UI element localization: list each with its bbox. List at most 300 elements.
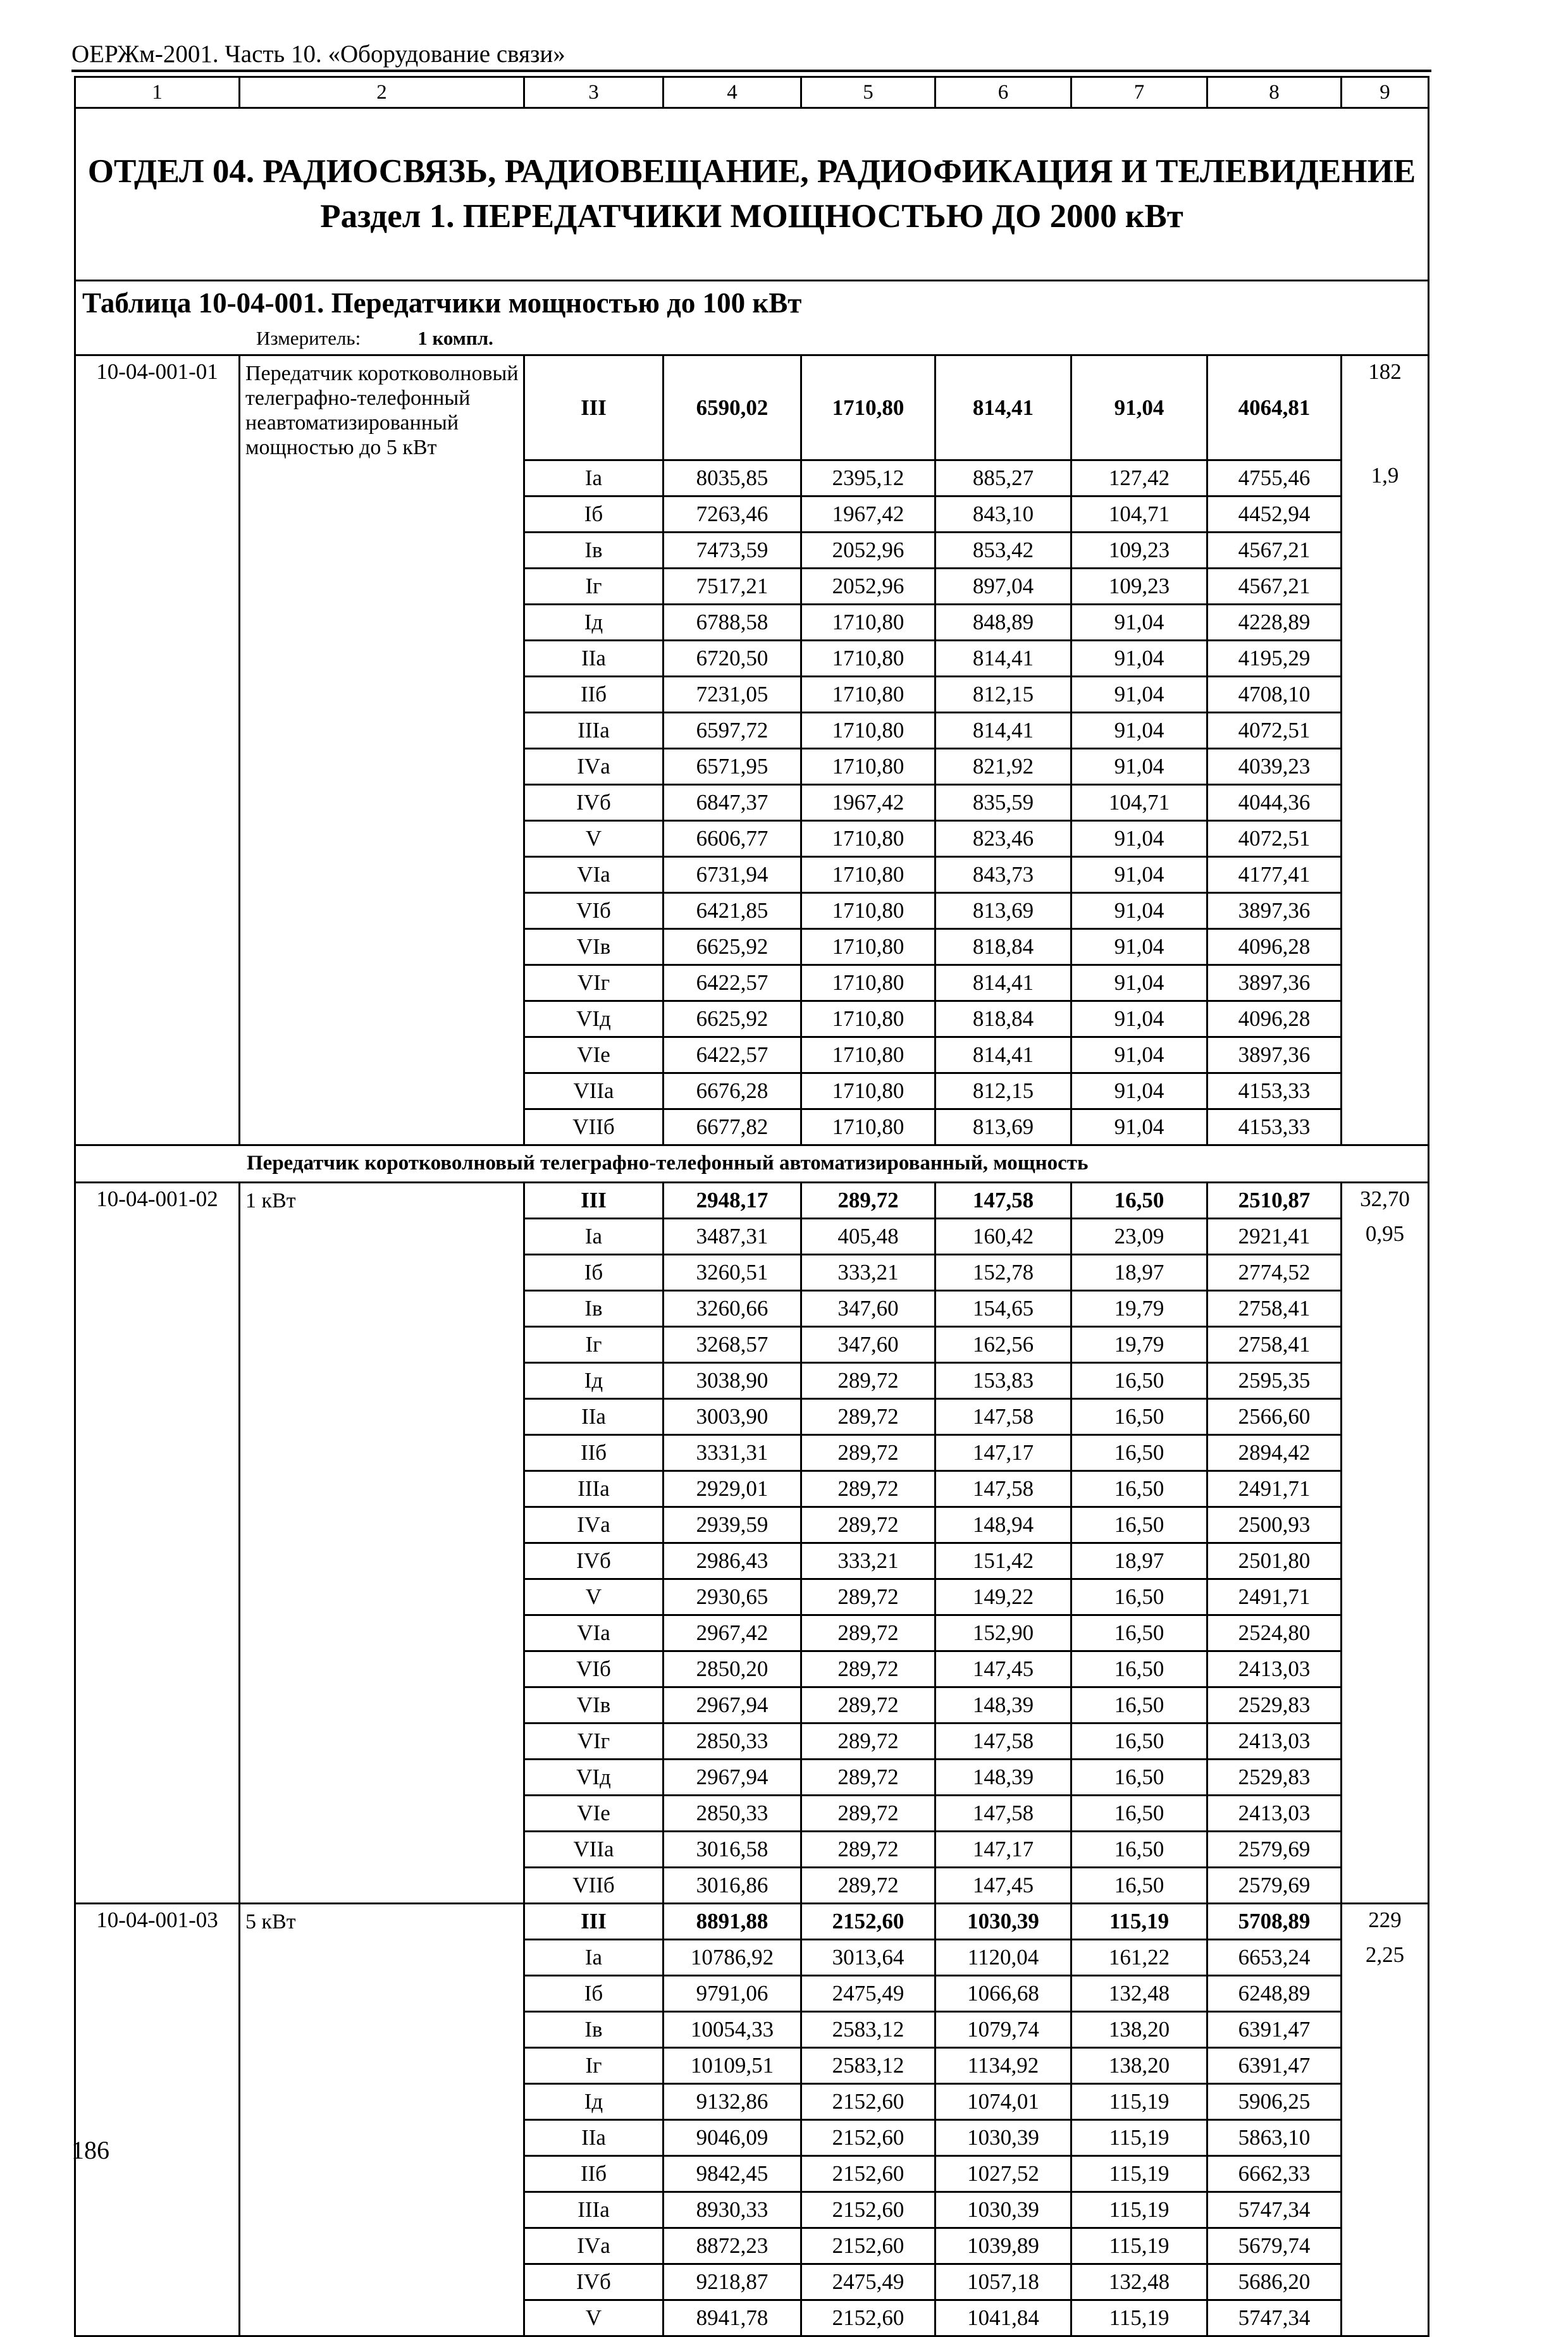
value-cell: 6606,77: [664, 820, 801, 856]
value-cell: 16,50: [1071, 1615, 1207, 1651]
value-cell: 6677,82: [664, 1109, 801, 1145]
zone-cell: VIе: [524, 1795, 664, 1831]
value-cell: 147,58: [935, 1795, 1071, 1831]
name-cell: [240, 1362, 524, 1398]
table-title: Таблица 10-04-001. Передатчики мощностью до 100 кВт: [82, 287, 802, 319]
value-cell: 7517,21: [664, 568, 801, 604]
value-cell: 91,04: [1071, 928, 1207, 965]
code-cell: [75, 1218, 240, 1254]
header-rule: [71, 70, 1431, 72]
extra-cell: [1342, 1543, 1429, 1579]
subheading-row: [75, 1145, 1429, 1182]
table-row: [75, 1759, 1429, 1795]
extra-cell: [1342, 676, 1429, 712]
value-cell: 16,50: [1071, 1867, 1207, 1903]
name-cell: [240, 1182, 524, 1218]
value-cell: 16,50: [1071, 1687, 1207, 1723]
code-cell: [75, 1326, 240, 1362]
table-row: [75, 2155, 1429, 2192]
code-cell: [75, 2192, 240, 2228]
value-cell: 91,04: [1071, 676, 1207, 712]
extra-cell: [1342, 2047, 1429, 2083]
value-cell: 91,04: [1071, 355, 1207, 460]
value-cell: 289,72: [801, 1651, 935, 1687]
value-cell: 1710,80: [801, 1037, 935, 1073]
value-cell: 16,50: [1071, 1579, 1207, 1615]
value-cell: 2894,42: [1207, 1434, 1342, 1471]
zone-cell: Iв: [524, 2011, 664, 2047]
value-cell: 1710,80: [801, 856, 935, 892]
zone-cell: VIб: [524, 892, 664, 928]
value-cell: 104,71: [1071, 784, 1207, 820]
value-cell: 8035,85: [664, 460, 801, 496]
value-cell: 843,10: [935, 496, 1071, 532]
value-cell: 2579,69: [1207, 1831, 1342, 1867]
zone-cell: IIIа: [524, 2192, 664, 2228]
name-cell: [240, 748, 524, 784]
name-cell: [240, 1903, 524, 1939]
value-cell: 1710,80: [801, 640, 935, 676]
value-cell: 6597,72: [664, 712, 801, 748]
name-cell: [240, 676, 524, 712]
extra-cell: [1342, 748, 1429, 784]
value-cell: 4708,10: [1207, 676, 1342, 712]
name-cell: [240, 2155, 524, 2192]
code-cell: [75, 460, 240, 496]
name-cell: [240, 1073, 524, 1109]
value-cell: 1710,80: [801, 892, 935, 928]
value-cell: 16,50: [1071, 1723, 1207, 1759]
zone-cell: Iв: [524, 1290, 664, 1326]
title-cell: [75, 108, 1429, 281]
name-cell: [240, 1723, 524, 1759]
value-cell: 3331,31: [664, 1434, 801, 1471]
value-cell: 91,04: [1071, 1001, 1207, 1037]
zone-cell: VIв: [524, 1687, 664, 1723]
value-cell: 2758,41: [1207, 1326, 1342, 1362]
name-cell: [240, 2192, 524, 2228]
value-cell: 1967,42: [801, 496, 935, 532]
value-cell: 1079,74: [935, 2011, 1071, 2047]
value-cell: 8872,23: [664, 2228, 801, 2264]
value-cell: 115,19: [1071, 2192, 1207, 2228]
value-cell: 23,09: [1071, 1218, 1207, 1254]
value-cell: 843,73: [935, 856, 1071, 892]
zone-cell: VIв: [524, 928, 664, 965]
value-cell: 2529,83: [1207, 1687, 1342, 1723]
code-cell: [75, 1651, 240, 1687]
zone-cell: VIIб: [524, 1867, 664, 1903]
zone-cell: Iб: [524, 1254, 664, 1290]
value-cell: 289,72: [801, 1579, 935, 1615]
table-row: [75, 1471, 1429, 1507]
value-cell: 109,23: [1071, 568, 1207, 604]
value-cell: 3897,36: [1207, 1037, 1342, 1073]
value-cell: 2510,87: [1207, 1182, 1342, 1218]
value-cell: 152,78: [935, 1254, 1071, 1290]
code-cell: [75, 1831, 240, 1867]
name-cell: [240, 1398, 524, 1434]
value-cell: 4096,28: [1207, 1001, 1342, 1037]
table-row: [75, 1073, 1429, 1109]
code-cell: [75, 784, 240, 820]
code-cell: [75, 856, 240, 892]
zone-cell: Iа: [524, 460, 664, 496]
value-cell: 104,71: [1071, 496, 1207, 532]
value-cell: 1710,80: [801, 1109, 935, 1145]
value-cell: 2939,59: [664, 1507, 801, 1543]
zone-cell: VIг: [524, 1723, 664, 1759]
value-cell: 4177,41: [1207, 856, 1342, 892]
value-cell: 1134,92: [935, 2047, 1071, 2083]
value-cell: 812,15: [935, 676, 1071, 712]
value-cell: 6625,92: [664, 928, 801, 965]
value-cell: 5747,34: [1207, 2192, 1342, 2228]
code-cell: [75, 2228, 240, 2264]
zone-cell: IIIа: [524, 712, 664, 748]
name-cell: [240, 1471, 524, 1507]
code-cell: [75, 1723, 240, 1759]
value-cell: 835,59: [935, 784, 1071, 820]
name-cell: [240, 784, 524, 820]
value-cell: 289,72: [801, 1398, 935, 1434]
value-cell: 10786,92: [664, 1939, 801, 1975]
column-number: 1: [75, 77, 240, 108]
column-number: 8: [1207, 77, 1342, 108]
code-cell: [75, 604, 240, 640]
name-cell: [240, 1687, 524, 1723]
extra-cell: [1342, 1579, 1429, 1615]
value-cell: 18,97: [1071, 1254, 1207, 1290]
table-row: [75, 1939, 1429, 1975]
value-cell: 5708,89: [1207, 1903, 1342, 1939]
value-cell: 2948,17: [664, 1182, 801, 1218]
code-cell: [75, 1398, 240, 1434]
name-cell: [240, 2011, 524, 2047]
section-title: Раздел 1. ПЕРЕДАТЧИКИ МОЩНОСТЬЮ ДО 2000 кВт: [320, 198, 1183, 235]
value-cell: 115,19: [1071, 1903, 1207, 1939]
value-cell: 7231,05: [664, 676, 801, 712]
value-cell: 8941,78: [664, 2300, 801, 2336]
value-cell: 147,45: [935, 1651, 1071, 1687]
extra-cell: [1342, 1507, 1429, 1543]
column-number: 9: [1342, 77, 1429, 108]
value-cell: 814,41: [935, 712, 1071, 748]
name-cell: [240, 1434, 524, 1471]
value-cell: 2967,94: [664, 1687, 801, 1723]
table-row: [75, 2228, 1429, 2264]
value-cell: 91,04: [1071, 892, 1207, 928]
value-cell: 853,42: [935, 532, 1071, 568]
value-cell: 6391,47: [1207, 2011, 1342, 2047]
code-cell: [75, 2083, 240, 2119]
value-cell: 2413,03: [1207, 1723, 1342, 1759]
extra-cell: [1342, 1254, 1429, 1290]
name-cell: [240, 965, 524, 1001]
column-number-row: [75, 77, 1429, 108]
value-cell: 3897,36: [1207, 892, 1342, 928]
zone-cell: Iа: [524, 1218, 664, 1254]
code-cell: [75, 1434, 240, 1471]
value-cell: 2850,20: [664, 1651, 801, 1687]
value-cell: 147,17: [935, 1434, 1071, 1471]
value-cell: 91,04: [1071, 604, 1207, 640]
value-cell: 6847,37: [664, 784, 801, 820]
name-cell: [240, 2047, 524, 2083]
table-row: [75, 712, 1429, 748]
value-cell: 138,20: [1071, 2011, 1207, 2047]
value-cell: 4096,28: [1207, 928, 1342, 965]
extra-cell: [1342, 532, 1429, 568]
code-cell: [75, 712, 240, 748]
extra-cell: 1,9: [1342, 460, 1429, 496]
extra-cell: [1342, 1687, 1429, 1723]
zone-cell: Iб: [524, 496, 664, 532]
name-cell: [240, 1831, 524, 1867]
table-row: [75, 2119, 1429, 2155]
value-cell: 91,04: [1071, 1073, 1207, 1109]
value-cell: 1710,80: [801, 1073, 935, 1109]
value-cell: 147,17: [935, 1831, 1071, 1867]
value-cell: 9791,06: [664, 1975, 801, 2011]
value-cell: 2152,60: [801, 2192, 935, 2228]
table-row: [75, 640, 1429, 676]
value-cell: 1710,80: [801, 928, 935, 965]
extra-cell: [1342, 1867, 1429, 1903]
value-cell: 2595,35: [1207, 1362, 1342, 1398]
code-cell: [75, 1939, 240, 1975]
value-cell: 16,50: [1071, 1507, 1207, 1543]
zone-cell: Iг: [524, 1326, 664, 1362]
table-row: [75, 1182, 1429, 1218]
table-title-row: [75, 281, 1429, 355]
name-cell: [240, 2119, 524, 2155]
column-number: 5: [801, 77, 935, 108]
value-cell: 4064,81: [1207, 355, 1342, 460]
extra-cell: 229: [1342, 1903, 1429, 1939]
value-cell: 3487,31: [664, 1218, 801, 1254]
value-cell: 814,41: [935, 965, 1071, 1001]
extra-cell: [1342, 1759, 1429, 1795]
value-cell: 115,19: [1071, 2119, 1207, 2155]
zone-cell: Iг: [524, 2047, 664, 2083]
value-cell: 4044,36: [1207, 784, 1342, 820]
table-row: [75, 676, 1429, 712]
code-cell: [75, 568, 240, 604]
value-cell: 812,15: [935, 1073, 1071, 1109]
code-cell: 10-04-001-03: [75, 1903, 240, 1939]
value-cell: 289,72: [801, 1723, 935, 1759]
zone-cell: Iг: [524, 568, 664, 604]
subheading: Передатчик коротковолновый телеграфно-телефонный автоматизированный, мощность: [75, 1145, 1429, 1182]
table-row: [75, 820, 1429, 856]
zone-cell: VIе: [524, 1037, 664, 1073]
extra-cell: [1342, 1398, 1429, 1434]
value-cell: 2850,33: [664, 1723, 801, 1759]
zone-cell: VIб: [524, 1651, 664, 1687]
name-cell: [240, 1795, 524, 1831]
name-cell: [240, 1001, 524, 1037]
value-cell: 821,92: [935, 748, 1071, 784]
value-cell: 91,04: [1071, 712, 1207, 748]
value-cell: 91,04: [1071, 965, 1207, 1001]
table-row: [75, 1434, 1429, 1471]
extra-cell: [1342, 2119, 1429, 2155]
value-cell: 91,04: [1071, 1037, 1207, 1073]
value-cell: 7263,46: [664, 496, 801, 532]
extra-cell: [1342, 820, 1429, 856]
table-row: [75, 2300, 1429, 2336]
value-cell: 2501,80: [1207, 1543, 1342, 1579]
zone-cell: III: [524, 1182, 664, 1218]
value-cell: 4153,33: [1207, 1073, 1342, 1109]
zone-cell: VIIб: [524, 1109, 664, 1145]
code-cell: [75, 1254, 240, 1290]
table-row: [75, 1326, 1429, 1362]
name-cell: [240, 532, 524, 568]
extra-cell: 2,25: [1342, 1939, 1429, 1975]
value-cell: 148,39: [935, 1759, 1071, 1795]
zone-cell: VIг: [524, 965, 664, 1001]
code-cell: [75, 2047, 240, 2083]
name-cell: [240, 1867, 524, 1903]
value-cell: 16,50: [1071, 1471, 1207, 1507]
code-cell: [75, 532, 240, 568]
name-cell: [240, 1651, 524, 1687]
extra-cell: [1342, 640, 1429, 676]
extra-cell: [1342, 1651, 1429, 1687]
value-cell: 8930,33: [664, 2192, 801, 2228]
value-cell: 5747,34: [1207, 2300, 1342, 2336]
value-cell: 1039,89: [935, 2228, 1071, 2264]
value-cell: 2524,80: [1207, 1615, 1342, 1651]
value-cell: 2413,03: [1207, 1651, 1342, 1687]
extra-cell: [1342, 604, 1429, 640]
value-cell: 5686,20: [1207, 2264, 1342, 2300]
department-title: ОТДЕЛ 04. РАДИОСВЯЗЬ, РАДИОВЕЩАНИЕ, РАДИОФИКАЦИЯ И ТЕЛЕВИДЕНИЕ: [87, 153, 1416, 190]
value-cell: 6391,47: [1207, 2047, 1342, 2083]
code-cell: [75, 496, 240, 532]
value-cell: 1030,39: [935, 2119, 1071, 2155]
value-cell: 2583,12: [801, 2047, 935, 2083]
table-row: [75, 892, 1429, 928]
value-cell: 4039,23: [1207, 748, 1342, 784]
value-cell: 132,48: [1071, 2264, 1207, 2300]
code-cell: [75, 2011, 240, 2047]
value-cell: 6571,95: [664, 748, 801, 784]
value-cell: 115,19: [1071, 2300, 1207, 2336]
zone-cell: IIб: [524, 2155, 664, 2192]
code-cell: [75, 892, 240, 928]
value-cell: 6422,57: [664, 1037, 801, 1073]
table-row: [75, 748, 1429, 784]
code-cell: [75, 2300, 240, 2336]
extra-cell: [1342, 568, 1429, 604]
zone-cell: IIа: [524, 1398, 664, 1434]
name-cell: [240, 1939, 524, 1975]
value-cell: 823,46: [935, 820, 1071, 856]
value-cell: 1710,80: [801, 1001, 935, 1037]
entry-name: Передатчик коротковолновый телеграфно-телефонный неавтоматизированный мощностью до 5 кВт: [245, 362, 519, 459]
value-cell: 289,72: [801, 1795, 935, 1831]
value-cell: 4567,21: [1207, 532, 1342, 568]
entry-name: 5 кВт: [245, 1909, 296, 1933]
value-cell: 289,72: [801, 1182, 935, 1218]
name-cell: [240, 820, 524, 856]
value-cell: 6653,24: [1207, 1939, 1342, 1975]
name-cell: [240, 2228, 524, 2264]
value-cell: 814,41: [935, 355, 1071, 460]
value-cell: 9218,87: [664, 2264, 801, 2300]
zone-cell: V: [524, 2300, 664, 2336]
zone-cell: IVа: [524, 2228, 664, 2264]
extra-cell: 0,95: [1342, 1218, 1429, 1254]
code-cell: 10-04-001-01: [75, 355, 240, 460]
value-cell: 148,39: [935, 1687, 1071, 1723]
value-cell: 10054,33: [664, 2011, 801, 2047]
code-cell: [75, 1579, 240, 1615]
value-cell: 2500,93: [1207, 1507, 1342, 1543]
value-cell: 91,04: [1071, 1109, 1207, 1145]
column-number: 3: [524, 77, 664, 108]
table-row: [75, 2083, 1429, 2119]
zone-cell: IIIа: [524, 1471, 664, 1507]
value-cell: 289,72: [801, 1471, 935, 1507]
extra-cell: [1342, 1831, 1429, 1867]
value-cell: 2152,60: [801, 2119, 935, 2155]
code-cell: [75, 1471, 240, 1507]
value-cell: 3260,66: [664, 1290, 801, 1326]
extra-cell: [1342, 1073, 1429, 1109]
table-row: [75, 1903, 1429, 1939]
name-cell: [240, 1037, 524, 1073]
value-cell: 2152,60: [801, 2155, 935, 2192]
value-cell: 4228,89: [1207, 604, 1342, 640]
table-row: [75, 856, 1429, 892]
value-cell: 91,04: [1071, 748, 1207, 784]
value-cell: 9132,86: [664, 2083, 801, 2119]
value-cell: 6720,50: [664, 640, 801, 676]
extra-cell: [1342, 965, 1429, 1001]
value-cell: 4755,46: [1207, 460, 1342, 496]
value-cell: 19,79: [1071, 1326, 1207, 1362]
table-row: [75, 1218, 1429, 1254]
value-cell: 9046,09: [664, 2119, 801, 2155]
value-cell: 2491,71: [1207, 1579, 1342, 1615]
value-cell: 2929,01: [664, 1471, 801, 1507]
value-cell: 6625,92: [664, 1001, 801, 1037]
value-cell: 2579,69: [1207, 1867, 1342, 1903]
table-row: [75, 2047, 1429, 2083]
extra-cell: [1342, 856, 1429, 892]
value-cell: 289,72: [801, 1362, 935, 1398]
value-cell: 4153,33: [1207, 1109, 1342, 1145]
name-cell: [240, 604, 524, 640]
value-cell: 1710,80: [801, 355, 935, 460]
extra-cell: [1342, 2300, 1429, 2336]
value-cell: 813,69: [935, 1109, 1071, 1145]
value-cell: 818,84: [935, 928, 1071, 965]
table-row: [75, 460, 1429, 496]
zone-cell: III: [524, 355, 664, 460]
zone-cell: V: [524, 1579, 664, 1615]
name-cell: [240, 1543, 524, 1579]
value-cell: 152,90: [935, 1615, 1071, 1651]
table-row: [75, 1723, 1429, 1759]
value-cell: 132,48: [1071, 1975, 1207, 2011]
measure-value: 1 компл.: [417, 327, 493, 349]
zone-cell: VIа: [524, 1615, 664, 1651]
